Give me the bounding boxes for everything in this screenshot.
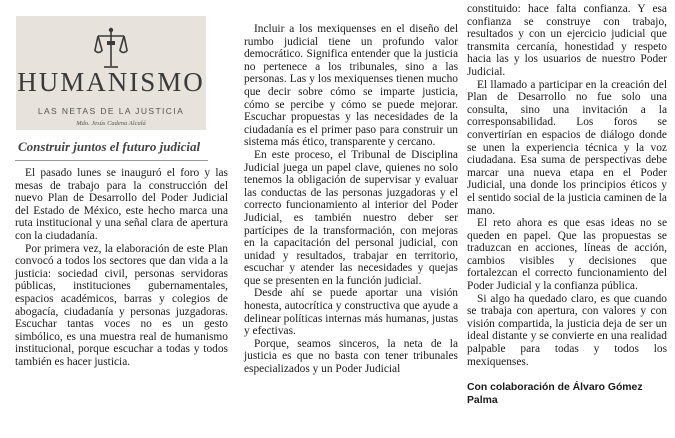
paragraph: Incluir a los mexiquenses en el diseño del rumbo judicial tiene un profundo valor democrático. Significa entender que la justicia no pertenece a los tribunales, sino a las personas. Las y los mexiquenses tienen mucho que decir sobre cómo se imparte justicia, cómo se percibe y cómo se puede mejorar. Escuchar propuestas y las necesidades de la ciudadanía es el primer paso para construir un sistema más ético, transparente y cercano. (244, 23, 458, 149)
title-divider (15, 160, 208, 161)
scales-of-justice-icon (94, 26, 128, 72)
paragraph: El reto ahora es que esas ideas no se queden en papel. Que las propuestas se traduzcan en acciones, líneas de acción, cambios visibles y decisiones que fortalezcan el correcto funcionamiento del Poder Judicial y la confianza pública. (467, 217, 667, 293)
paragraph: Porque, seamos sinceros, la neta de la justicia es que no basta con tener tribunales especializados y un Poder Judicial (244, 337, 458, 376)
column-1 (15, 0, 228, 369)
paragraph: Si algo ha quedado claro, es que cuando se trabaja con apertura, con valores y con visión compartida, la justicia deja de ser un ideal distante y se convierte en una realidad palpable para todas y todos los mexiquenses. (467, 292, 667, 368)
paragraph: El pasado lunes se inauguró el foro y las mesas de trabajo para la construcción del nuevo Plan de Desarrollo del Poder Judicial del Estado de México, este hecho marca una ruta institucional y una señal clara de apertura con la ciudadanía. (15, 167, 228, 242)
paragraph: El llamado a participar en la creación del Plan de Desarrollo no fue solo una consulta, sino una invitación a la corresponsabilidad. Los foros se convertirían en espacios de diálogo donde se unen la experiencia técnica y la voz ciudadana. Esa suma de perspectivas debe marcar una nueva etapa en el Poder Judicial, una donde los principios éticos y el sentido social de la justicia caminen de la mano. (467, 78, 667, 217)
paragraph: Por primera vez, la elaboración de este Plan convocó a todos los sectores que dan vida a la justicia: sociedad civil, personas servidoras públicas, instituciones gubernamentales, espacios académicos, barras y colegios de abogacía, ciudadanía y personas juzgadoras. Escuchar tantas voces no es un gesto simbólico, es una muestra real de humanismo institucional, porque escuchar a todas y todos también es hacer justicia. (15, 242, 228, 368)
logo-title: HUMANISMO (17, 67, 205, 97)
column-3 (467, 3, 667, 407)
paragraph: Desde ahí se puede aportar una visión honesta, autocrítica y constructiva que ayude a delinear políticas internas más humanas, justas y efectivas. (244, 287, 458, 338)
logo-subtitle: LAS NETAS DE LA JUSTICIA (37, 106, 185, 116)
column-logo (16, 16, 206, 130)
column-2 (244, 23, 458, 376)
paragraph: constituido: hace falta confianza. Y esa confianza se construye con trabajo, resultados y con un ejercicio judicial que transmita cercanía, honestidad y respeto hacia las y los usuarios de nuestro Poder Judicial. (467, 3, 667, 78)
author-name: Mdo. Jesús Cadena Alcalá (76, 120, 146, 127)
paragraph: En este proceso, el Tribunal de Disciplina Judicial juega un papel clave, quienes no solo tenemos la obligación de supervisar y evaluar las conductas de las personas juzgadoras y el correcto funcionamiento al interior del Poder Judicial, es también nuestro deber ser partícipes de la transformación, con mejoras en la capacitación del personal judicial, con unidad y resultados, trabajar en territorio, escuchar y atender las necesidades y quejas que se presenten en la función judicial. (244, 148, 458, 287)
credit-line: Con colaboración de Álvaro Gómez Palma (467, 382, 643, 406)
article-title: Construir juntos el futuro judicial (18, 139, 201, 154)
